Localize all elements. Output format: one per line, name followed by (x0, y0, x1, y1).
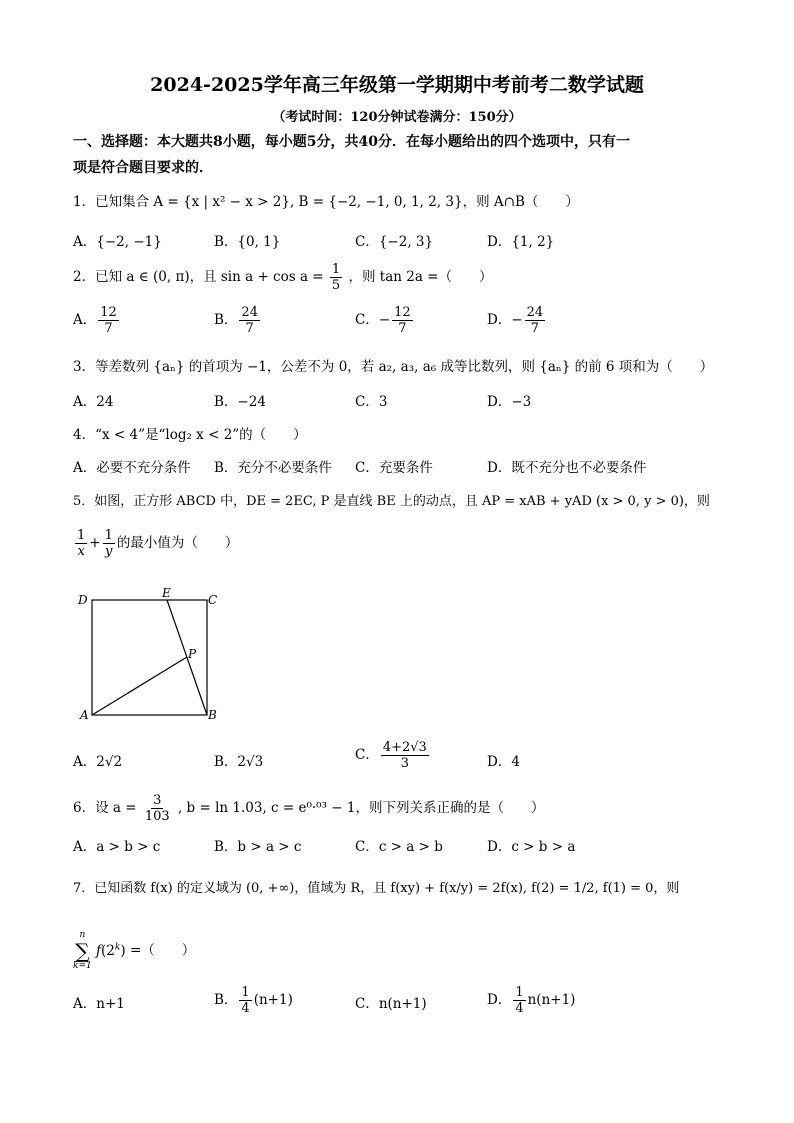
q5-option-c-label: C． (355, 747, 379, 763)
q7-option-d (487, 985, 575, 1016)
q7-option-c (355, 992, 427, 1012)
label-b: B (208, 708, 217, 722)
q5-stem2-text: 的最小值为（ ） (116, 535, 239, 551)
q2-option-c-sign: − (378, 312, 391, 328)
q4-option-c: C．充要条件 (355, 460, 433, 476)
q7-option-d-text: n(n+1) (527, 992, 576, 1008)
q5-option-a-text: 2√2 (96, 754, 123, 770)
line-ap (92, 657, 187, 715)
q2-option-a-num: 12 (100, 305, 117, 320)
q4-option-b: B．充分不必要条件 (214, 460, 332, 476)
q2-frac-den: 5 (331, 278, 341, 293)
q2-option-b-label: B． (214, 312, 238, 328)
q7-option-b-label: B． (214, 992, 238, 1008)
label-a: A (80, 708, 89, 722)
q7-option-c-label: C． (355, 996, 379, 1012)
label-c: C (208, 593, 218, 607)
q7-stem-line2: n ∑ k=1 f(2$^k$) =（ ） (73, 930, 196, 971)
label-e: E (162, 586, 171, 600)
q7-summation: n ∑ k=1 (73, 930, 92, 971)
label-d: D (78, 593, 88, 607)
q5-option-d-label: D． (487, 754, 512, 770)
q2-option-d-frac (525, 305, 546, 336)
q7-option-b (214, 985, 293, 1016)
q2-option-c-num: 12 (394, 305, 411, 320)
q5-square-figure (72, 585, 232, 725)
q6-stem (73, 793, 545, 824)
q2-stem (73, 262, 492, 293)
q7-option-b-text: (n+1) (253, 992, 293, 1008)
q1-option-c: C．{−2, 3} (355, 234, 434, 250)
q6-fraction (143, 793, 172, 824)
exam-info: （考试时间：120分钟试卷满分：150分） (272, 110, 522, 125)
q7-option-d-num: 1 (515, 985, 524, 1000)
q5-stem: 5．如图，正方形 ABCD 中，DE = 2EC, P 是直线 BE 上的动点，且 AP = xAB + yAD (x > 0, y > 0)，则 (73, 494, 710, 509)
q5-stem-line2: $\frac{1}{x}$ + $\frac{1}{y}$ 的最小值为（ ） (77, 528, 239, 559)
q6-frac-den: 103 (144, 809, 170, 824)
q2-frac-num: 1 (331, 262, 341, 277)
q7-option-a-label: A． (73, 996, 97, 1012)
section-heading-line1: 一、选择题：本大题共8小题，每小题5分，共40分．在每小题给出的四个选项中，只有一 (73, 134, 630, 150)
q7-option-a-text: n+1 (96, 996, 125, 1012)
q2-option-d-label: D． (487, 312, 512, 328)
q2-option-d-sign: − (511, 312, 523, 328)
q5-option-d-text: 4 (511, 754, 520, 770)
q2-option-b-den: 7 (245, 321, 254, 336)
q2-option-c-den: 7 (398, 321, 407, 336)
q5-option-b (214, 750, 263, 770)
q2-option-a-frac (98, 305, 119, 336)
q6-option-d: D．c > b > a (487, 839, 576, 855)
q4-option-d: D．既不充分也不必要条件 (487, 460, 647, 476)
q7-option-b-den: 4 (241, 1001, 250, 1016)
q5-option-b-label: B． (214, 754, 238, 770)
q3-option-d: D．−3 (487, 394, 532, 410)
q7-option-b-num: 1 (241, 985, 250, 1000)
q7-stem2-text: =（ ） (129, 942, 196, 959)
label-p: P (188, 647, 197, 661)
q5-option-c (355, 740, 431, 771)
q1-option-a: A．{−2, −1} (73, 234, 162, 250)
q1-option-b: B．{0, 1} (214, 234, 281, 250)
q6-stem-post: , b = ln 1.03, c = e⁰·⁰³ − 1，则下列关系正确的是（ ） (177, 800, 545, 816)
q5-option-d (487, 750, 520, 770)
q6-frac-num: 3 (153, 793, 162, 808)
q7-option-b-frac (239, 985, 251, 1016)
q2-option-d (487, 305, 547, 336)
q3-option-b: B．−24 (214, 394, 266, 410)
q5-frac-1-over-x: $\frac{1}{x}$ (77, 528, 86, 559)
q7-option-a (73, 992, 125, 1012)
q3-stem: 3．等差数列 {aₙ} 的首项为 −1，公差不为 0，若 a₂, a₃, a₆ 成等比数列，则 {aₙ} 的前 6 项和为（ ） (73, 359, 714, 375)
q7-option-c-text: n(n+1) (378, 996, 427, 1012)
q5-option-b-text: 2√3 (237, 754, 264, 770)
q7-option-d-label: D． (487, 992, 512, 1008)
q4-option-a: A．必要不充分条件 (73, 460, 191, 476)
q5-option-c-den: 3 (400, 756, 409, 771)
section-heading-line2: 项是符合题目要求的． (73, 160, 213, 176)
q2-option-b-num: 24 (241, 305, 258, 320)
q5-option-c-num: 4+2√3 (382, 740, 427, 755)
q7-option-d-frac (513, 985, 525, 1016)
q2-option-c-label: C． (355, 312, 379, 328)
q2-option-d-den: 7 (530, 321, 540, 336)
q6-stem-pre: 6．设 a = (73, 800, 137, 816)
q5-frac-1-over-y: $\frac{1}{y}$ (104, 528, 113, 559)
q2-option-b (214, 305, 262, 336)
q1-option-d: D．{1, 2} (487, 234, 555, 250)
q6-option-a: A．a > b > c (73, 839, 161, 855)
q3-option-a: A．24 (73, 394, 114, 410)
q2-stem-pre: 2．已知 a ∈ (0, π)，且 sin a + cos a = (73, 269, 324, 285)
page-title: 2024-2025学年高三年级第一学期期中考前考二数学试题 (150, 74, 644, 96)
q2-fraction (330, 262, 342, 293)
q2-option-a-den: 7 (104, 321, 113, 336)
q5-option-a-label: A． (73, 754, 97, 770)
q1-stem: 1．已知集合 A = {x | x² − x > 2}, B = {−2, −1, 0, 1, 2, 3}，则 A∩B（ ） (73, 194, 579, 210)
q2-option-a-label: A． (73, 312, 97, 328)
q2-option-a (73, 305, 121, 336)
q2-option-d-num: 24 (526, 305, 544, 320)
q6-option-c: C．c > a > b (355, 839, 443, 855)
q2-option-c-frac (392, 305, 413, 336)
q5-option-c-frac (381, 740, 429, 771)
q7-option-d-den: 4 (515, 1001, 524, 1016)
q2-option-b-frac (239, 305, 260, 336)
q4-stem: 4．“x < 4”是“log₂ x < 2”的（ ） (73, 427, 307, 443)
q2-stem-post: ，则 tan 2a =（ ） (348, 269, 493, 285)
q6-option-b: B．b > a > c (214, 839, 302, 855)
q7-stem: 7．已知函数 f(x) 的定义域为 (0, +∞)，值域为 R，且 f(xy) + f(x/y) = 2f(x), f(2) = 1/2, f(1) = 0，则 (73, 881, 680, 896)
q5-option-a (73, 750, 122, 770)
q3-option-c: C．3 (355, 394, 388, 410)
q2-option-c (355, 305, 415, 336)
